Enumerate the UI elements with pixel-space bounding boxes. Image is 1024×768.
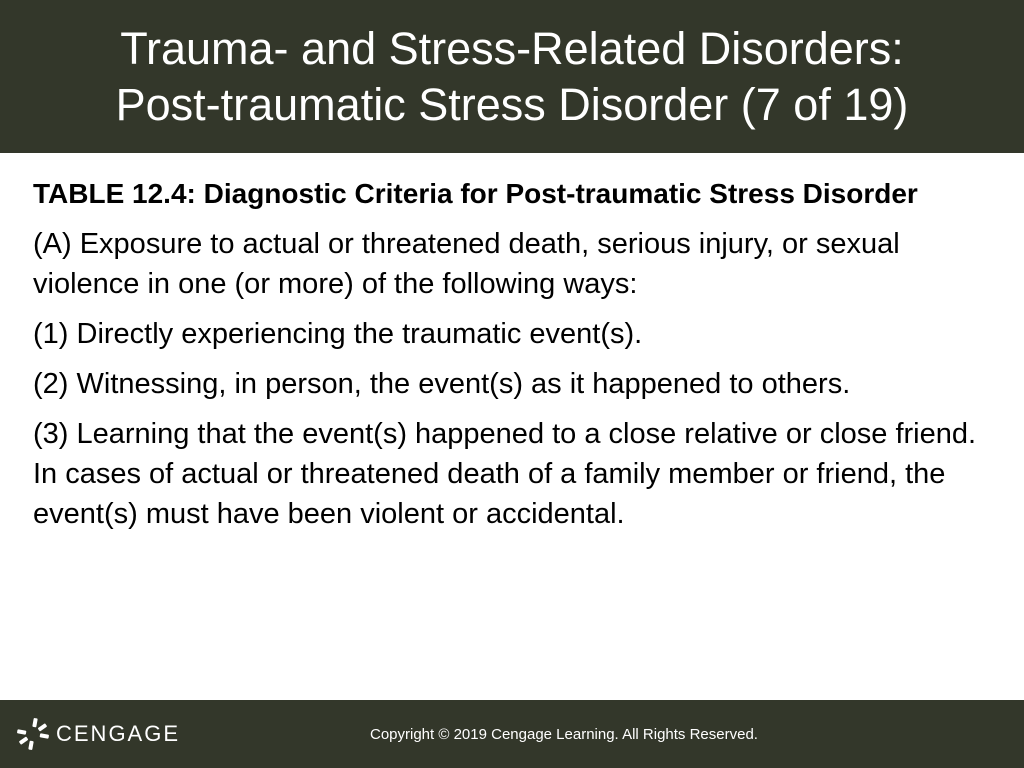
criterion-a-2: (2) Witnessing, in person, the event(s) as it happened to others. [33, 368, 851, 400]
title-bar [0, 0, 1024, 153]
cengage-logo-icon [16, 717, 50, 751]
table-heading: TABLE 12.4: Diagnostic Criteria for Post-traumatic Stress Disorder [33, 178, 918, 209]
logo-wordmark: CENGAGE [56, 721, 181, 746]
slide-title-line-2: Post-traumatic Stress Disorder (7 of 19) [115, 78, 909, 130]
slide-title [32, 21, 992, 133]
criterion-a-1: (1) Directly experiencing the traumatic event(s). [33, 318, 643, 350]
slide-content [33, 174, 983, 544]
criterion-a-3: (3) Learning that the event(s) happened to a close relative or close friend. In cases of actual or threatened death of a family member or friend, the event(s) must have been violent or accidental. [33, 418, 977, 530]
copyright-notice: Copyright © 2019 Cengage Learning. All Rights Reserved. [370, 726, 758, 743]
criterion-a: (A) Exposure to actual or threatened death, serious injury, or sexual violence in one (or more) of the following ways: [33, 228, 900, 300]
slide-title-line-1: Trauma- and Stress-Related Disorders: [120, 22, 904, 74]
cengage-logo [16, 717, 180, 751]
footer-bar [0, 700, 1024, 768]
